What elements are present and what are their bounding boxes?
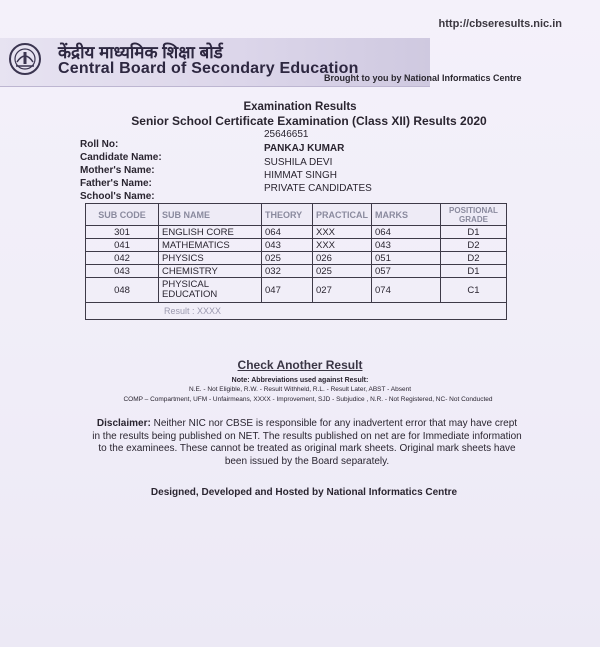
sub-code-cell: 043 — [86, 265, 159, 278]
candidate-name-value: PANKAJ KUMAR — [264, 143, 345, 154]
grade-cell: D1 — [441, 265, 507, 278]
table-row — [86, 265, 507, 278]
mother-name-label: Mother's Name: — [80, 165, 155, 176]
abbreviations-note-title: Note: Abbreviations used against Result: — [231, 377, 369, 384]
check-another-result-link[interactable]: Check Another Result — [237, 358, 363, 372]
sub-name-cell: MATHEMATICS — [159, 239, 262, 252]
marks-cell: 057 — [372, 265, 441, 278]
disclaimer-body: Neither NIC nor CBSE is responsible for any inadvertent error that may have crept in the results being published on NET. The results published on net are for Immediate information to the examinees. These cannot be treated as original mark sheets. Original mark sheets have been issued by the Board separately. — [92, 418, 522, 467]
brought-by-text: Brought to you by National Informatics Centre — [324, 73, 522, 83]
roll-no-value: 25646651 — [264, 129, 309, 140]
grade-cell: D2 — [441, 239, 507, 252]
sub-name-cell: PHYSICS — [159, 252, 262, 265]
sub-name-cell: CHEMISTRY — [159, 265, 262, 278]
header-sub-code: SUB CODE — [86, 204, 159, 226]
sub-code-cell: 042 — [86, 252, 159, 265]
mother-name-value: SUSHILA DEVI — [264, 157, 333, 168]
candidate-name-label: Candidate Name: — [80, 152, 162, 163]
table-row — [86, 278, 507, 303]
footer-credit: Designed, Developed and Hosted by National Informatics Centre — [150, 487, 458, 498]
marks-cell: 043 — [372, 239, 441, 252]
marks-cell: 064 — [372, 226, 441, 239]
table-row — [86, 239, 507, 252]
grade-cell: D1 — [441, 226, 507, 239]
sub-name-cell: PHYSICAL EDUCATION — [159, 278, 262, 303]
header-marks: MARKS — [372, 204, 441, 226]
theory-cell: 043 — [262, 239, 313, 252]
disclaimer-label: Disclaimer: — [96, 418, 151, 429]
board-title-hindi: केंद्रीय माध्यमिक शिक्षा बोर्ड — [58, 43, 223, 62]
board-title-english: Central Board of Secondary Education — [58, 60, 359, 77]
abbreviations-line-1: N.E. - Not Eligible, R.W. - Result Withheld, R.L. - Result Later, ABST - Absent — [188, 386, 412, 393]
grade-cell: C1 — [441, 278, 507, 303]
school-name-value: PRIVATE CANDIDATES — [264, 183, 372, 194]
theory-cell: 064 — [262, 226, 313, 239]
abbreviations-line-2: COMP – Compartment, UFM - Unfairmeans, XXXX - Improvement, SJD - Subjudice , N.R. - Not Registered, NC- Not Conducted — [123, 396, 493, 403]
practical-cell: XXX — [313, 226, 372, 239]
marks-table — [85, 203, 507, 320]
sub-code-cell: 041 — [86, 239, 159, 252]
header-theory: THEORY — [262, 204, 313, 226]
exam-heading: Examination Results — [243, 101, 357, 113]
result-cell: Result : XXXX — [86, 303, 507, 320]
header-practical: PRACTICAL — [313, 204, 372, 226]
practical-cell: 026 — [313, 252, 372, 265]
school-name-label: School's Name: — [80, 191, 155, 202]
grade-cell: D2 — [441, 252, 507, 265]
table-row — [86, 226, 507, 239]
theory-cell: 047 — [262, 278, 313, 303]
disclaimer-text — [92, 418, 522, 468]
father-name-label: Father's Name: — [80, 178, 152, 189]
father-name-value: HIMMAT SINGH — [264, 170, 337, 181]
table-row — [86, 252, 507, 265]
sub-code-cell: 048 — [86, 278, 159, 303]
theory-cell: 025 — [262, 252, 313, 265]
practical-cell: 025 — [313, 265, 372, 278]
header-sub-name: SUB NAME — [159, 204, 262, 226]
theory-cell: 032 — [262, 265, 313, 278]
table-header-row — [86, 204, 507, 226]
exam-subheading: Senior School Certificate Examination (Class XII) Results 2020 — [131, 114, 487, 128]
site-url[interactable]: http://cbseresults.nic.in — [438, 18, 562, 30]
roll-no-label: Roll No: — [80, 139, 119, 150]
practical-cell: 027 — [313, 278, 372, 303]
marks-cell: 074 — [372, 278, 441, 303]
cbse-logo-icon — [8, 42, 42, 76]
sub-code-cell: 301 — [86, 226, 159, 239]
sub-name-cell: ENGLISH CORE — [159, 226, 262, 239]
result-row — [86, 303, 507, 320]
marks-cell: 051 — [372, 252, 441, 265]
header-positional-grade: POSITIONAL GRADE — [441, 204, 507, 226]
practical-cell: XXX — [313, 239, 372, 252]
